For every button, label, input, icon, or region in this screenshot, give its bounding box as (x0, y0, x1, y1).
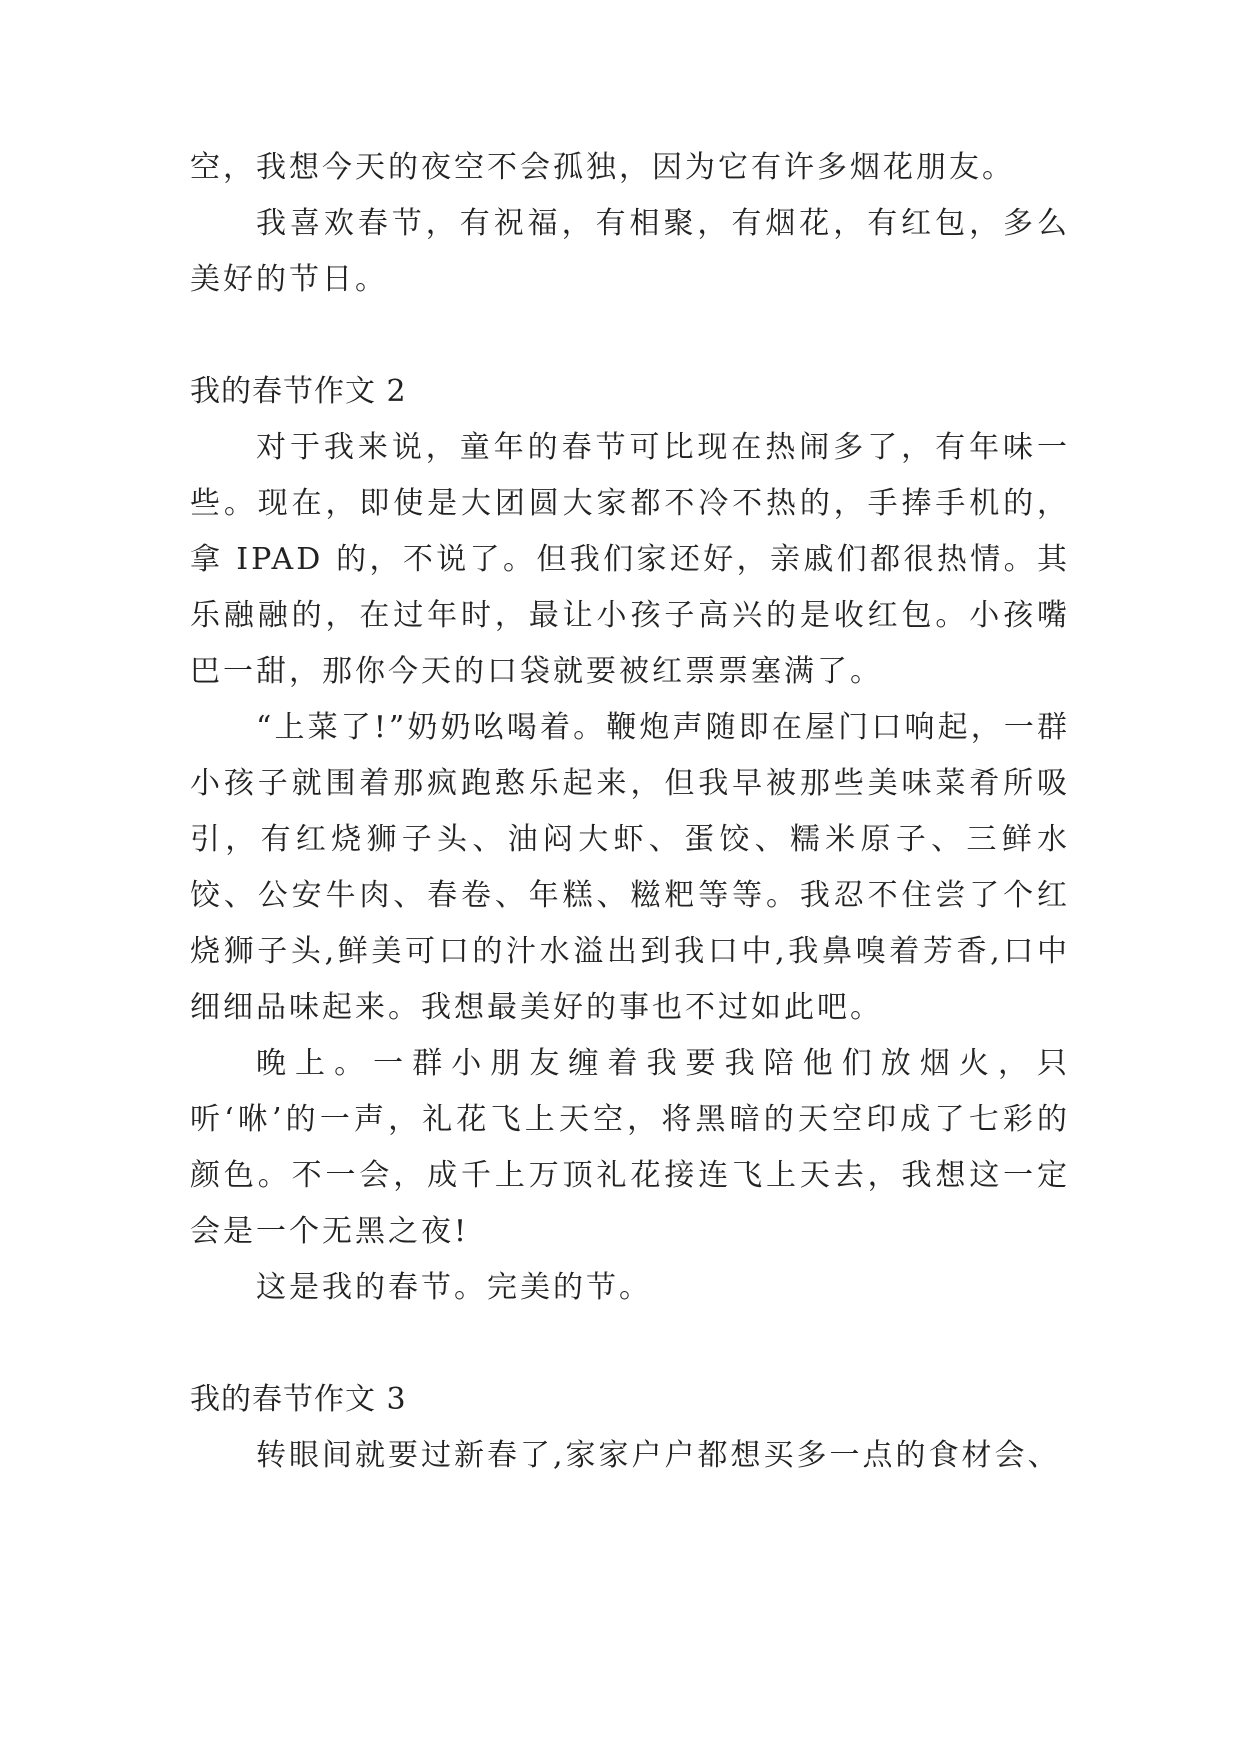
paragraph: 我喜欢春节，有祝福，有相聚，有烟花，有红包，多么美好的节日。 (190, 206, 1070, 297)
paragraph-continuation: 空，我想今天的夜空不会孤独，因为它有许多烟花朋友。 (190, 150, 1015, 185)
document-body (190, 140, 1070, 1484)
section-heading-3: 我的春节作文 3 (190, 1382, 407, 1417)
section-spacer (190, 308, 1070, 364)
paragraph: 转眼间就要过新春了,家家户户都想买多一点的食材会、 (256, 1438, 1061, 1473)
paragraph: 晚上。一群小朋友缠着我要我陪他们放烟火，只听‘咻’的一声，礼花飞上天空，将黑暗的天空印成了七彩的颜色。不一会，成千上万顶礼花接连飞上天去，我想这一定会是一个无黑之夜! (190, 1046, 1070, 1249)
section-spacer (190, 1316, 1070, 1372)
section-heading-2: 我的春节作文 2 (190, 374, 407, 409)
paragraph: 这是我的春节。完美的节。 (256, 1270, 652, 1305)
paragraph: “上菜了!”奶奶吆喝着。鞭炮声随即在屋门口响起，一群小孩子就围着那疯跑憨乐起来，但我早被那些美味菜肴所吸引，有红烧狮子头、油闷大虾、蛋饺、糯米原子、三鲜水饺、公安牛肉、春卷、年糕、糍粑等等。我忍不住尝了个红烧狮子头,鲜美可口的汁水溢出到我口中,我鼻嗅着芳香,口中细细品味起来。我想最美好的事也不过如此吧。 (190, 710, 1070, 1025)
paragraph: 对于我来说，童年的春节可比现在热闹多了，有年味一些。现在，即使是大团圆大家都不冷不热的，手捧手机的，拿 IPAD 的，不说了。但我们家还好，亲戚们都很热情。其乐融融的，在过年时，最让小孩子高兴的是收红包。小孩嘴巴一甜，那你今天的口袋就要被红票票塞满了。 (190, 430, 1070, 689)
